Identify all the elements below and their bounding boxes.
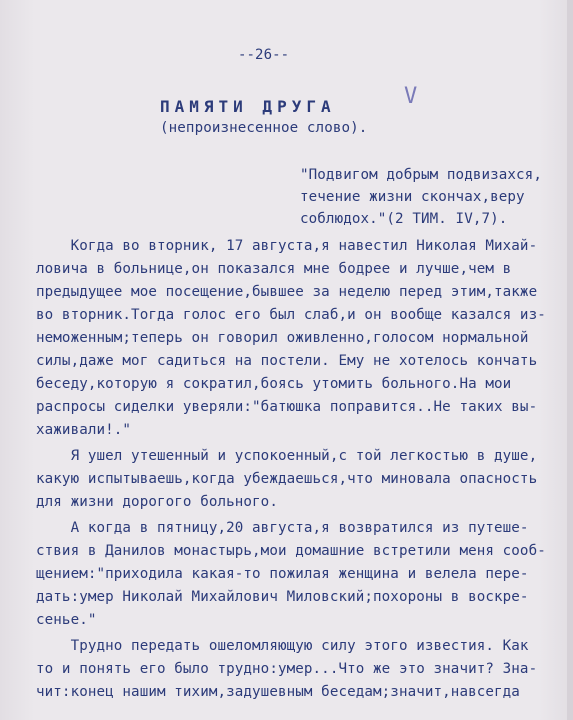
- body-line: какую испытываешь,когда убеждаешься,что миновала опасность: [36, 471, 538, 487]
- body-line: Трудно передать ошеломляющую силу этого известия. Как: [36, 638, 529, 654]
- body-line: для жизни дорогого больного.: [36, 494, 278, 510]
- body-line: то и понять его было трудно:умер...Что же это значит? Зна-: [36, 661, 538, 677]
- body-line: А когда в пятницу,20 августа,я возвратился из путеше-: [36, 520, 529, 536]
- document-title: ПАМЯТИ ДРУГА: [160, 97, 336, 116]
- body-line: хаживали!.": [36, 422, 132, 438]
- body-line: Я ушел утешенный и успокоенный,с той легкостью в душе,: [36, 448, 538, 464]
- page-edge: [567, 0, 573, 720]
- body-line: во вторник.Тогда голос его был слаб,и он вообще казался из-: [36, 307, 546, 323]
- body-line: предыдущее мое посещение,бывшее за неделю перед этим,также: [36, 284, 538, 300]
- body-line: Когда во вторник, 17 августа,я навестил Николая Михай-: [36, 238, 538, 254]
- body-line: сенье.": [36, 612, 97, 628]
- body-line: распросы сиделки уверяли:"батюшка поправится..Не таких вы-: [36, 399, 538, 415]
- epigraph-line: соблюдох."(2 ТИМ. IV,7).: [300, 211, 508, 227]
- body-line: щением:"приходила какая-то пожилая женщина и велела пере-: [36, 566, 529, 582]
- epigraph-line: "Подвигом добрым подвизахся,: [300, 167, 542, 183]
- document-subtitle: (непроизнесенное слово).: [160, 120, 368, 136]
- body-line: дать:умер Николай Михайлович Миловский;похороны в воскре-: [36, 589, 529, 605]
- body-line: ловича в больнице,он показался мне бодрее и лучше,чем в: [36, 261, 512, 277]
- body-line: ствия в Данилов монастырь,мои домашние встретили меня сооб-: [36, 543, 546, 559]
- body-line: силы,даже мог садиться на постели. Ему не хотелось кончать: [36, 353, 538, 369]
- handwritten-mark: V: [404, 84, 418, 109]
- body-line: чит:конец нашим тихим,задушевным беседам;значит,навсегда: [36, 684, 520, 700]
- page-number: --26--: [238, 47, 290, 63]
- body-line: беседу,которую я сократил,боясь утомить больного.На мои: [36, 376, 512, 392]
- body-line: неможенным;теперь он говорил оживленно,голосом нормальной: [36, 330, 529, 346]
- epigraph-line: течение жизни скончах,веру: [300, 189, 525, 205]
